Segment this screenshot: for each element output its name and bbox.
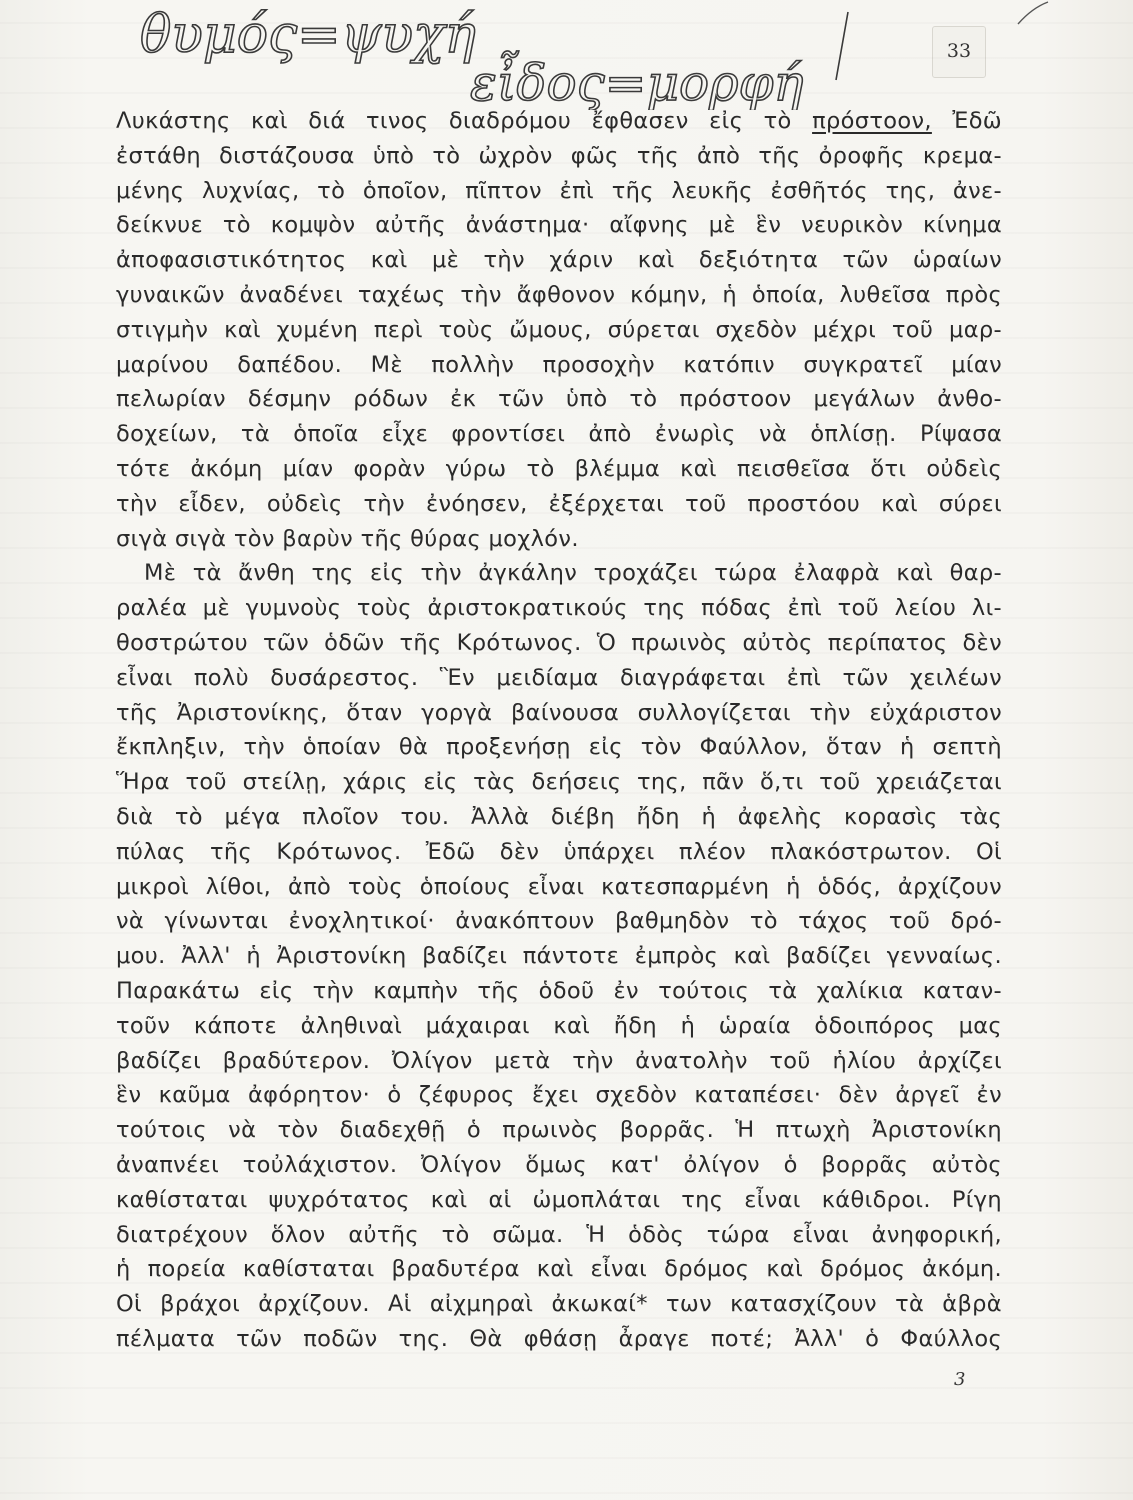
text-line: ἔκπληξιν, τὴν ὁποίαν θὰ προξενήσῃ εἰς τὸν Φαύλλον, ὅταν ἡ σεπτὴ bbox=[116, 734, 1002, 761]
text-line: μαρίνου δαπέδου. Μὲ πολλὴν προσοχὴν κατόπιν συγκρατεῖ μίαν bbox=[116, 351, 1002, 378]
text-line: ἀποφασιστικότητος καὶ μὲ τὴν χάριν καὶ δεξιότητα τῶν ὡραίων bbox=[116, 247, 1002, 274]
handwritten-note-line1: θυμός=ψυχή bbox=[140, 5, 476, 65]
text-line: Οἱ βράχοι ἀρχίζουν. Αἱ αἰχμηραὶ ἀκωκαί* των κατασχίζουν τὰ ἁβρὰ bbox=[116, 1291, 1002, 1318]
text-line: εἶναι πολὺ δυσάρεστος. Ἓν μειδίαμα διαγράφεται ἐπὶ τῶν χειλέων bbox=[116, 664, 1002, 691]
text-line: μου. Ἀλλ' ἡ Ἀριστονίκη βαδίζει πάντοτε ἐμπρὸς καὶ βαδίζει γενναίως. bbox=[116, 943, 1002, 970]
text-line: ραλέα μὲ γυμνοὺς τοὺς ἀριστοκρατικούς της πόδας ἐπὶ τοῦ λείου λι- bbox=[116, 595, 1002, 622]
text-line: μικροὶ λίθοι, ἀπὸ τοὺς ὁποίους εἶναι κατεσπαρμένη ἡ ὁδός, ἀρχίζουν bbox=[116, 873, 1002, 900]
text-line: τοῦν κάποτε ἀληθιναὶ μάχαιραι καὶ ἤδη ἡ ὡραία ὁδοιπόρος μας bbox=[116, 1012, 1002, 1039]
text-line: τῆς Ἀριστονίκης, ὅταν γοργὰ βαίνουσα συλλογίζεται τὴν εὐχάριστον bbox=[116, 699, 1002, 726]
text-line: διατρέχουν ὅλον αὐτῆς τὸ σῶμα. Ἡ ὁδὸς τώρα εἶναι ἀνηφορική, bbox=[116, 1221, 1002, 1248]
text-line: θοστρώτου τῶν ὁδῶν τῆς Κρότωνος. Ὁ πρωινὸς αὐτὸς περίπατος δὲν bbox=[116, 629, 1002, 656]
pen-stroke-mark bbox=[1010, 0, 1050, 40]
text-line: ἡ πορεία καθίσταται βραδυτέρα καὶ εἶναι δρόμος καὶ δρόμος ἀκόμη. bbox=[116, 1256, 1002, 1283]
text-line: διὰ τὸ μέγα πλοῖον του. Ἀλλὰ διέβη ἤδη ἡ ἀφελὴς κορασὶς τὰς bbox=[116, 803, 1002, 830]
text-line: γυναικῶν ἀναδένει ταχέως τὴν ἄφθονον κόμην, ἡ ὁποία, λυθεῖσα πρὸς bbox=[116, 281, 1002, 308]
body-text bbox=[116, 104, 1002, 1357]
handwritten-note-line2: εἶδος=μορφή bbox=[470, 54, 804, 110]
paragraph-1 bbox=[116, 104, 1002, 556]
text-line: καθίσταται ψυχρότατος καὶ αἱ ὠμοπλάται της εἶναι κάθιδροι. Ρίγη bbox=[116, 1186, 1002, 1213]
text-line: βαδίζει βραδύτερον. Ὀλίγον μετὰ τὴν ἀνατολὴν τοῦ ἡλίου ἀρχίζει bbox=[116, 1047, 1002, 1074]
text-line: πέλματα τῶν ποδῶν της. Θὰ φθάσῃ ἆραγε ποτέ; Ἀλλ' ὁ Φαύλλος bbox=[116, 1325, 1002, 1352]
underlined-word: πρόστοον, bbox=[812, 108, 932, 134]
text-line: τὴν εἶδεν, οὐδεὶς τὴν ἐνόησεν, ἐξέρχεται τοῦ προστόου καὶ σύρει bbox=[116, 490, 1002, 517]
text-line: Μὲ τὰ ἄνθη της εἰς τὴν ἀγκάλην τροχάζει τώρα ἐλαφρὰ καὶ θαρ- bbox=[144, 560, 1002, 587]
signature-number: 3 bbox=[954, 1369, 966, 1390]
text-line: Παρακάτω εἰς τὴν καμπὴν τῆς ὁδοῦ ἐν τούτοις τὰ χαλίκια καταν- bbox=[116, 977, 1002, 1004]
text-line: μένης λυχνίας, τὸ ὁποῖον, πῖπτον ἐπὶ τῆς λευκῆς ἐσθῆτός της, ἀνε- bbox=[116, 177, 1002, 204]
text-line: σιγὰ σιγὰ τὸν βαρὺν τῆς θύρας μοχλόν. bbox=[116, 525, 579, 552]
handwritten-annotation bbox=[130, 0, 890, 110]
text-line: νὰ γίνωνται ἐνοχλητικοί· ἀνακόπτουν βαθμηδὸν τὸ τάχος τοῦ δρό- bbox=[116, 908, 1002, 935]
text-line: τότε ἀκόμη μίαν φορὰν γύρω τὸ βλέμμα καὶ πεισθεῖσα ὅτι οὐδεὶς bbox=[116, 455, 1002, 482]
text-line: ἓν καῦμα ἀφόρητον· ὁ ζέφυρος ἔχει σχεδὸν καταπέσει· δὲν ἀργεῖ ἐν bbox=[116, 1082, 1002, 1109]
text-line: πύλας τῆς Κρότωνος. Ἐδῶ δὲν ὑπάρχει πλέον πλακόστρωτον. Οἱ bbox=[116, 838, 1002, 865]
text-line: ἀναπνέει τοὐλάχιστον. Ὀλίγον ὅμως κατ' ὀλίγον ὁ βορρᾶς αὐτὸς bbox=[116, 1151, 1002, 1178]
paragraph-2 bbox=[116, 556, 1002, 1356]
text-line: τούτοις νὰ τὸν διαδεχθῇ ὁ πρωινὸς βορρᾶς. Ἡ πτωχὴ Ἀριστονίκη bbox=[116, 1117, 1002, 1144]
text-line: δείκνυε τὸ κομψὸν αὐτῆς ἀνάστημα· αἴφνης μὲ ἓν νευρικὸν κίνημα bbox=[116, 212, 1002, 239]
text-line: δοχείων, τὰ ὁποῖα εἶχε φροντίσει ἀπὸ ἐνωρὶς νὰ ὁπλίσῃ. Ρίψασα bbox=[116, 421, 1002, 448]
text-line: Ἥρα τοῦ στείλῃ, χάρις εἰς τὰς δεήσεις της, πᾶν ὅ,τι τοῦ χρειάζεται bbox=[116, 769, 1002, 796]
page-number: 33 bbox=[946, 40, 972, 62]
text-line: ἐστάθη διστάζουσα ὑπὸ τὸ ὠχρὸν φῶς τῆς ἀπὸ τῆς ὀροφῆς κρεμα- bbox=[116, 142, 1002, 169]
text-line: Λυκάστης καὶ διά τινος διαδρόμου ἔφθασεν εἰς τὸ πρόστοον, Ἐδῶ bbox=[116, 108, 1003, 134]
text-line: στιγμὴν καὶ χυμένη περὶ τοὺς ὤμους, σύρεται σχεδὸν μέχρι τοῦ μαρ- bbox=[116, 316, 1002, 343]
text-line: πελωρίαν δέσμην ρόδων ἐκ τῶν ὑπὸ τὸ πρόστοον μεγάλων ἀνθο- bbox=[116, 386, 1002, 413]
